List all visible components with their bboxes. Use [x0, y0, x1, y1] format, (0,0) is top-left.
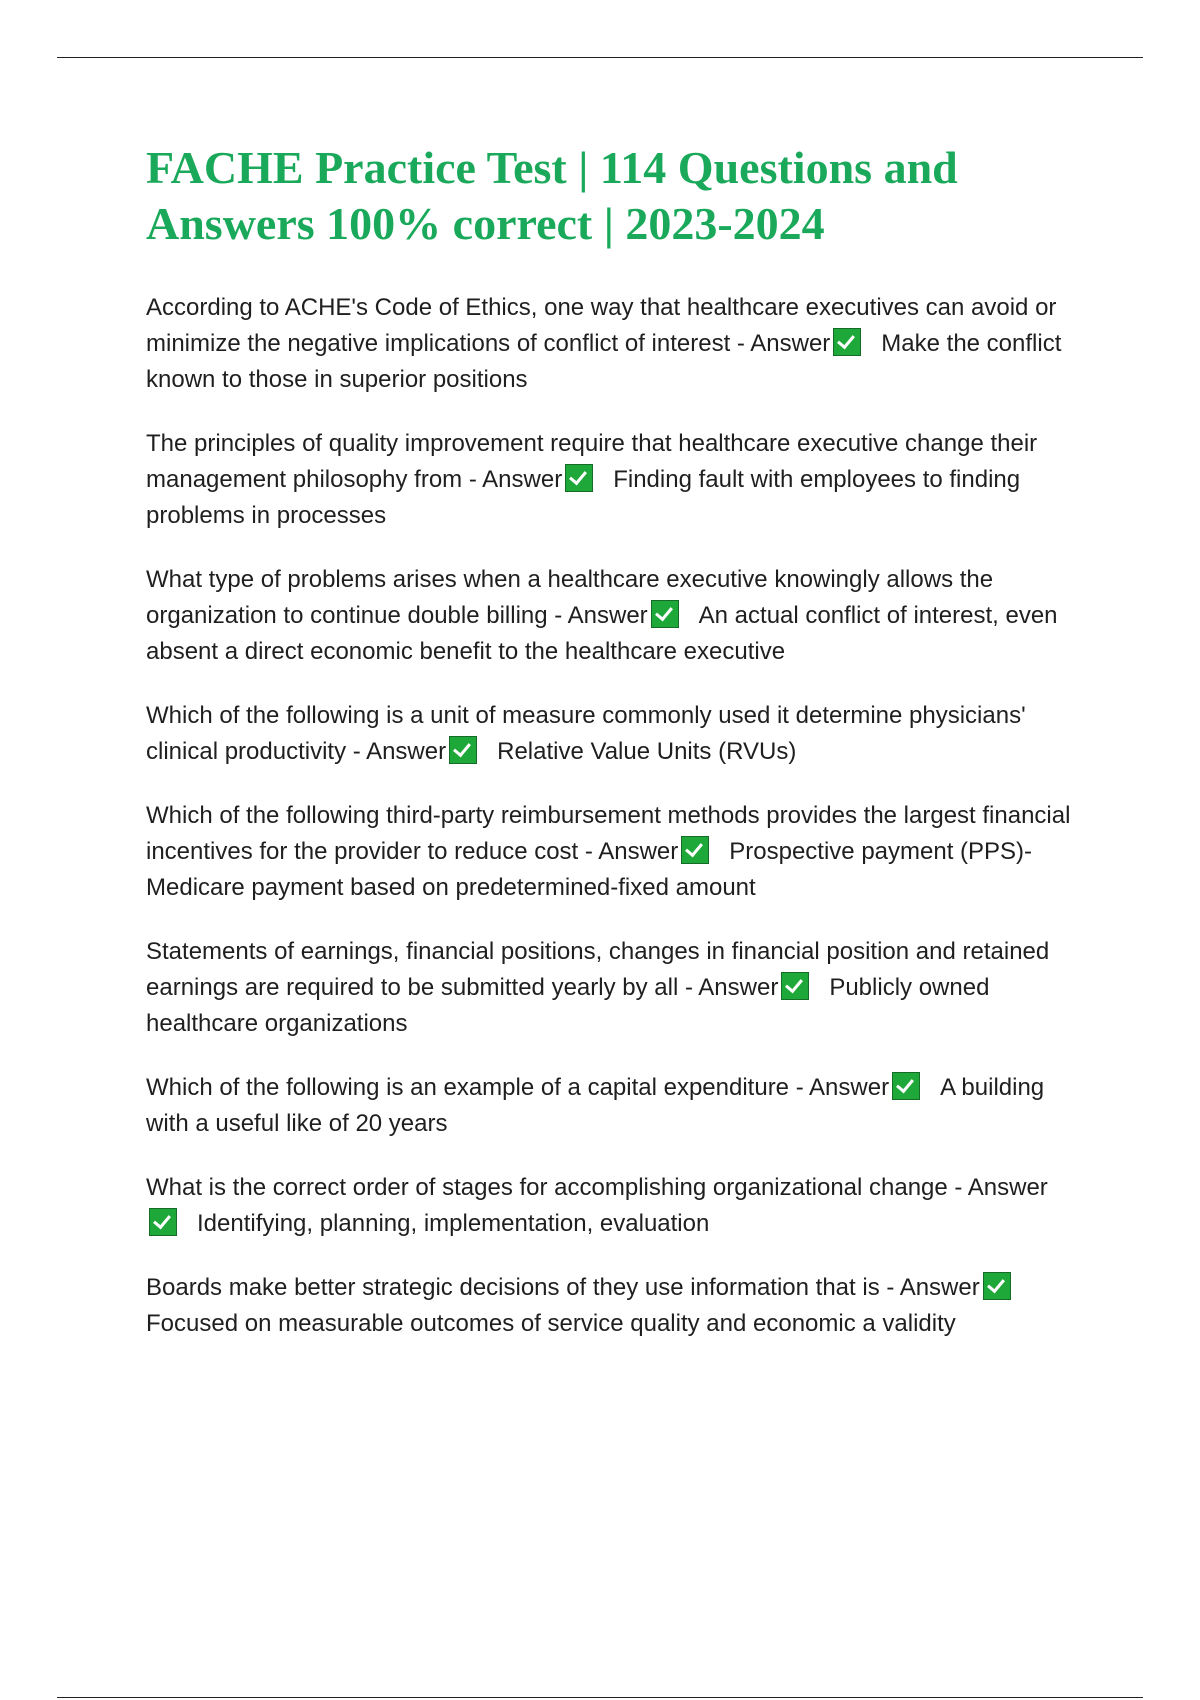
qa-item — [146, 798, 1086, 906]
answer-text: Focused on measurable outcomes of service quality and economic a validity — [146, 1310, 956, 1337]
green-checkmark-icon — [149, 1208, 177, 1236]
qa-item — [146, 1070, 1086, 1142]
answer-text: Relative Value Units (RVUs) — [497, 738, 797, 765]
qa-list — [146, 290, 1086, 1342]
answer-text: Publicly owned healthcare organizations — [146, 974, 990, 1037]
qa-item — [146, 1270, 1086, 1342]
question-text: According to ACHE's Code of Ethics, one way that healthcare executives can avoid or minimize the negative implications of conflict of interest - Answer — [146, 294, 1057, 357]
answer-text: Finding fault with employees to finding problems in processes — [146, 466, 1021, 529]
qa-item — [146, 934, 1086, 1042]
question-text: Which of the following is a unit of measure commonly used it determine physicians' clinical productivity - Answer — [146, 702, 1026, 765]
qa-item — [146, 562, 1086, 670]
top-rule — [57, 57, 1143, 58]
green-checkmark-icon — [833, 328, 861, 356]
qa-item — [146, 426, 1086, 534]
question-text: The principles of quality improvement require that healthcare executive change their management philosophy from - Answer — [146, 430, 1038, 493]
green-checkmark-icon — [983, 1272, 1011, 1300]
question-text: Statements of earnings, financial positions, changes in financial position and retained earnings are required to be submitted yearly by all - Answer — [146, 938, 1050, 1001]
qa-item — [146, 698, 1086, 770]
bottom-rule — [57, 1697, 1143, 1698]
green-checkmark-icon — [565, 464, 593, 492]
question-text: Which of the following is an example of a capital expenditure - Answer — [146, 1074, 890, 1101]
document-title: FACHE Practice Test | 114 Questions and Answers 100% correct | 2023-2024 — [146, 142, 958, 249]
question-text: What is the correct order of stages for accomplishing organizational change - Answer — [146, 1174, 1048, 1201]
answer-text: Make the conflict known to those in superior positions — [146, 330, 1062, 393]
answer-text: A building with a useful like of 20 years — [146, 1074, 1045, 1137]
question-text: What type of problems arises when a healthcare executive knowingly allows the organization to continue double billing - Answer — [146, 566, 994, 629]
question-text: Which of the following third-party reimbursement methods provides the largest financial incentives for the provider to reduce cost - Answer — [146, 802, 1071, 865]
answer-text: Prospective payment (PPS)-Medicare payment based on predetermined-fixed amount — [146, 838, 1033, 901]
document-body — [146, 140, 1086, 1370]
qa-item — [146, 290, 1086, 398]
question-text: Boards make better strategic decisions of they use information that is - Answer — [146, 1274, 980, 1301]
green-checkmark-icon — [892, 1072, 920, 1100]
green-checkmark-icon — [651, 600, 679, 628]
answer-text: Identifying, planning, implementation, evaluation — [197, 1210, 710, 1237]
green-checkmark-icon — [449, 736, 477, 764]
qa-item — [146, 1170, 1086, 1242]
answer-text: An actual conflict of interest, even absent a direct economic benefit to the healthcare executive — [146, 602, 1058, 665]
green-checkmark-icon — [681, 836, 709, 864]
green-checkmark-icon — [781, 972, 809, 1000]
